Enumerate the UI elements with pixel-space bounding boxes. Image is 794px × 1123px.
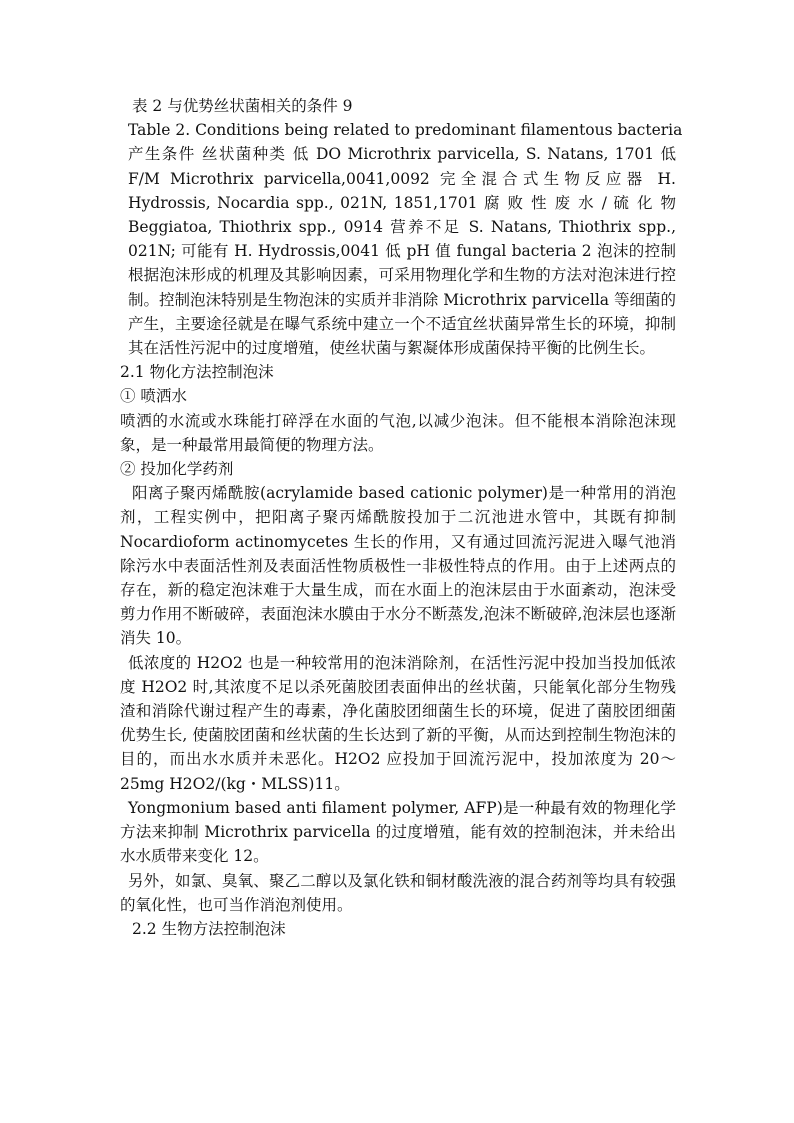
paragraph-other-agents: 另外，如氯、臭氧、聚乙二醇以及氯化铁和铜材酸洗液的混合药剂等均具有较强的氧化性，也可当作消泡剂使用。 xyxy=(120,871,676,914)
table-caption-cn: 表 2 与优势丝状菌相关的条件 9 xyxy=(132,97,353,115)
section-heading-2-2: 2.2 生物方法控制泡沫 xyxy=(132,919,286,938)
table-caption-en: Table 2. Conditions being related to predominant filamentous bacteria xyxy=(128,121,683,140)
document-page xyxy=(120,94,683,941)
subheading-spray-water: ① 喷洒水 xyxy=(120,387,187,406)
paragraph-afp: Yongmonium based anti filament polymer, AFP)是一种最有效的物理化学方法来抑制 Microthrix parvicella 的过度增殖，能有效的控制泡沫，并未给出水水质带来变化 12。 xyxy=(120,798,676,866)
paragraph-cationic-polymer: 阳离子聚丙烯酰胺(acrylamide based cationic polymer)是一种常用的消泡剂，工程实例中，把阳离子聚丙烯酰胺投加于二沉池进水管中，其既有抑制 Nocardioform actinomycetes 生长的作用，又有通过回流污泥进入曝气池消除污水中表面活性剂及表面活性物质极性一非极性特点的作用。由于上述两点的存在，新的稳定泡沫难于大量生成，而在水面上的泡沫层由于水面紊动，泡沫受剪力作用不断破碎，表面泡沫水膜由于水分不断蒸发,泡沫不断破碎,泡沫层也逐渐消失 10。 xyxy=(120,484,676,648)
subheading-chemical-agents: ② 投加化学药剂 xyxy=(120,460,234,479)
table-body-paragraph: 产生条件 丝状菌种类 低 DO Microthrix parvicella, S. Natans, 1701 低 F/M Microthrix parvicella,0041,0092 完全混合式生物反应器 H. Hydrossis, Nocardia spp., 021N, 1851,1701 腐 败 性 废 水 / 硫 化 物 Beggiatoa, Thiothrix spp., 0914 营养不足 S. Natans, Thiothrix spp., 021N; 可能有 H. Hydrossis,0041 低 pH 值 fungal bacteria 2 泡沫的控制 根据泡沫形成的机理及其影响因素，可采用物理化学和生物的方法对泡沫进行控制。控制泡沫特别是生物泡沫的实质并非消除 Microthrix parvicella 等细菌的产生，主要途径就是在曝气系统中建立一个不适宜丝状菌异常生长的环境，抑制其在活性污泥中的过度增殖，使丝状菌与絮凝体形成菌保持平衡的比例生长。 xyxy=(128,145,676,358)
section-heading-2-1: 2.1 物化方法控制泡沫 xyxy=(120,363,274,382)
paragraph-spray-water: 喷洒的水流或水珠能打碎浮在水面的气泡,以减少泡沫。但不能根本消除泡沫现象，是一种最常用最简便的物理方法。 xyxy=(120,411,676,454)
paragraph-h2o2: 低浓度的 H2O2 也是一种较常用的泡沫消除剂，在活性污泥中投加当投加低浓度 H2O2 时,其浓度不足以杀死菌胶团表面伸出的丝状菌，只能氧化部分生物残渣和消除代谢过程产生的毒素，净化菌胶团细菌生长的环境，促进了菌胶团细菌优势生长, 使菌胶团菌和丝状菌的生长达到了新的平衡，从而达到控制生物泡沫的目的，而出水水质并未恶化。H2O2 应投加于回流污泥中，投加浓度为 20～25mg H2O2/(kg・MLSS)11。 xyxy=(120,653,676,793)
